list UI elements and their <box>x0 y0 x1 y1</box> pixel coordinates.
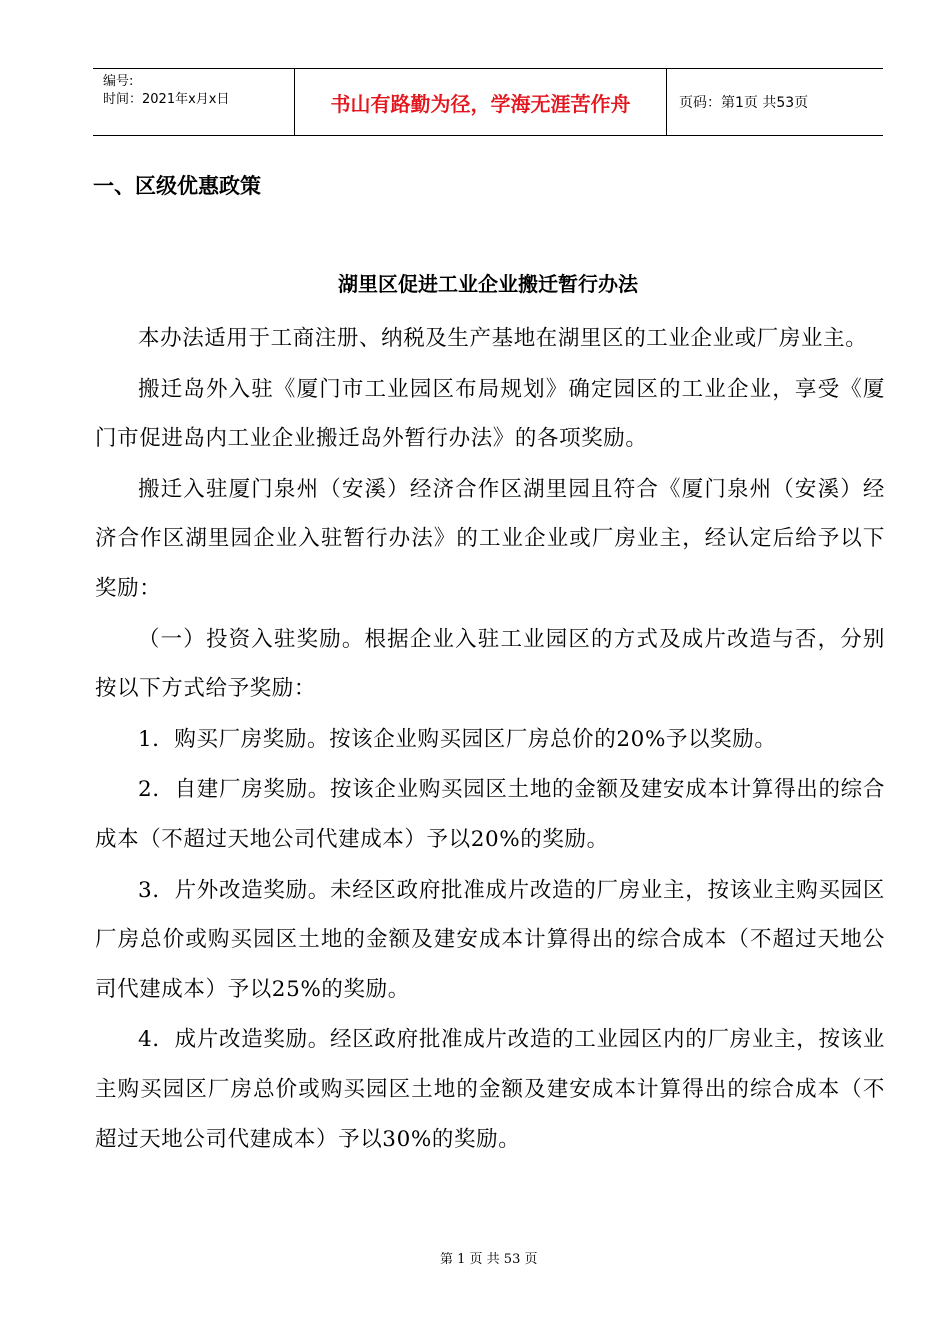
paragraph: 3．片外改造奖励。未经区政府批准成片改造的厂房业主，按该业主购买园区厂房总价或购买园区土地的金额及建安成本计算得出的综合成本（不超过天地公司代建成本）予以25%的奖励。 <box>95 877 885 1002</box>
number-label: 编号: <box>103 74 134 89</box>
document-title: 湖里区促进工业企业搬迁暂行办法 <box>338 272 638 296</box>
paragraph: 2．自建厂房奖励。按该企业购买园区土地的金额及建安成本计算得出的综合成本（不超过天地公司代建成本）予以20%的奖励。 <box>95 777 885 852</box>
header-meta <box>93 69 295 135</box>
paragraph: （一）投资入驻奖励。根据企业入驻工业园区的方式及成片改造与否，分别按以下方式给予奖励： <box>95 626 885 702</box>
header-motto: 书山有路勤为径，学海无涯苦作舟 <box>295 69 667 135</box>
page-header <box>93 68 883 136</box>
paragraph: 本办法适用于工商注册、纳税及生产基地在湖里区的工业企业或厂房业主。 <box>138 326 868 351</box>
page-footer: 第 1 页 共 53 页 <box>440 1252 538 1267</box>
paragraph: 搬迁岛外入驻《厦门市工业园区布局规划》确定园区的工业企业，享受《厦门市促进岛内工业企业搬迁岛外暂行办法》的各项奖励。 <box>95 376 885 452</box>
time-label: 时间：2021年x月x日 <box>103 92 230 107</box>
document-body <box>95 314 885 1165</box>
section-title: 一、区级优惠政策 <box>93 174 261 198</box>
paragraph: 4．成片改造奖励。经区政府批准成片改造的工业园区内的厂房业主，按该业主购买园区厂房总价或购买园区土地的金额及建安成本计算得出的综合成本（不超过天地公司代建成本）予以30%的奖励。 <box>95 1027 885 1152</box>
paragraph: 1．购买厂房奖励。按该企业购买园区厂房总价的20%予以奖励。 <box>138 726 777 752</box>
header-page-info: 页码：第1页 共53页 <box>679 95 809 111</box>
paragraph: 搬迁入驻厦门泉州（安溪）经济合作区湖里园且符合《厦门泉州（安溪）经济合作区湖里园企业入驻暂行办法》的工业企业或厂房业主，经认定后给予以下奖励： <box>95 476 885 601</box>
